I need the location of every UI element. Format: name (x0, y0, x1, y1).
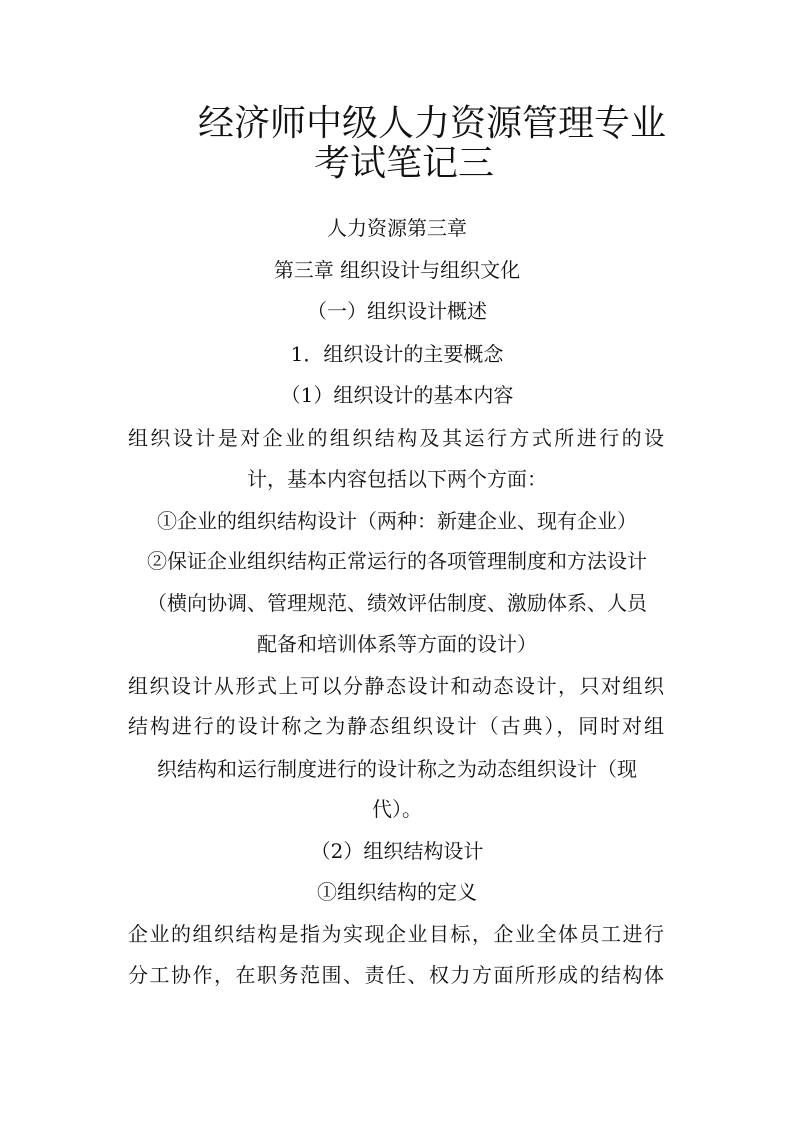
body-text-line: （横向协调、管理规范、绩效评估制度、激励体系、人员 (147, 591, 647, 615)
body-text-line: 结构进行的设计称之为静态组织设计（古典），同时对组 (128, 714, 664, 738)
item-heading: （2）组织结构设计 (310, 839, 484, 863)
body-text-line: 企业的组织结构是指为实现企业目标，企业全体员工进行 (128, 922, 664, 946)
body-text-line: 组织设计是对企业的组织结构及其运行方式所进行的设 (128, 426, 664, 450)
body-text-line: 配备和培训体系等方面的设计） (257, 632, 537, 656)
body-text-line: 分工协作，在职务范围、责任、权力方面所形成的结构体 (128, 963, 664, 987)
item-heading: （1）组织设计的基本内容 (280, 383, 514, 407)
body-text-line: 组织设计从形式上可以分静态设计和动态设计，只对组织 (128, 674, 664, 698)
body-text-line: 织结构和运行制度进行的设计称之为动态组织设计（现 (157, 757, 637, 781)
body-text-line: 计，基本内容包括以下两个方面： (247, 467, 547, 491)
document-title-line-2: 考试笔记三 (314, 143, 495, 184)
document-title-line-1: 经济师中级人力资源管理专业 (197, 103, 666, 144)
item-subheading: ①组织结构的定义 (317, 880, 477, 904)
chapter-heading: 第三章 组织设计与组织文化 (273, 258, 521, 282)
topic-heading: 1．组织设计的主要概念 (290, 342, 504, 366)
body-text-line: 代）。 (372, 797, 422, 821)
section-heading: 人力资源第三章 (327, 216, 467, 240)
list-item: ②保证企业组织结构正常运行的各项管理制度和方法设计 (147, 549, 647, 573)
list-item: ①企业的组织结构设计（两种：新建企业、现有企业） (157, 509, 637, 533)
subsection-heading: （一）组织设计概述 (307, 299, 487, 323)
